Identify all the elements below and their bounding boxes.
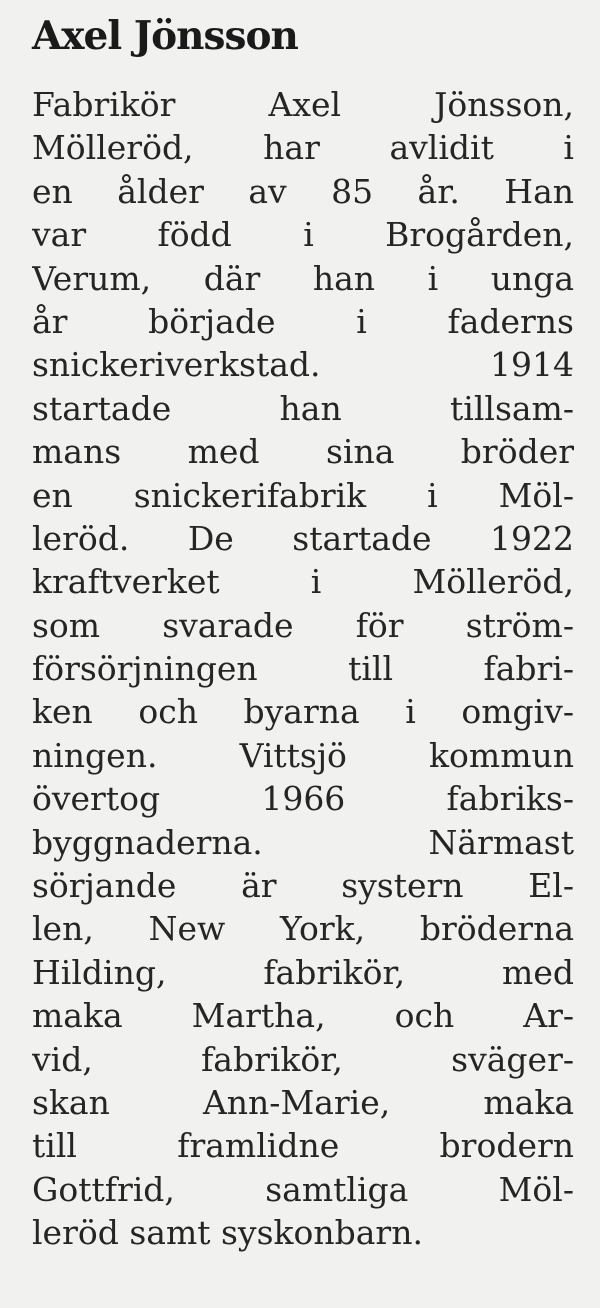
obituary-headline: Axel Jönsson (32, 13, 298, 59)
body-line: leröd. De startade 1922 (32, 518, 574, 558)
body-line: ken och byarna i omgiv- (32, 692, 574, 732)
body-line: len, New York, bröderna (32, 909, 574, 949)
body-line: leröd samt syskonbarn. (32, 1213, 423, 1253)
body-line: en ålder av 85 år. Han (32, 171, 574, 211)
body-line: mans med sina bröder (32, 432, 574, 472)
body-line: vid, fabrikör, sväger- (32, 1039, 574, 1079)
body-line: Gottfrid, samtliga Möl- (32, 1169, 574, 1209)
body-line: till framlidne brodern (32, 1126, 574, 1166)
body-line: Hilding, fabrikör, med (32, 952, 574, 992)
body-line: byggnaderna. Närmast (32, 822, 574, 862)
body-line: ningen. Vittsjö kommun (32, 735, 574, 775)
body-line: Verum, där han i unga (32, 258, 574, 298)
body-line: snickeriverkstad. 1914 (32, 345, 574, 385)
body-line: en snickerifabrik i Möl- (32, 475, 574, 515)
obituary-body (32, 83, 574, 1255)
body-line: år började i faderns (32, 301, 574, 341)
body-line: Mölleröd, har avlidit i (32, 128, 574, 168)
body-line: övertog 1966 fabriks- (32, 779, 574, 819)
body-line: maka Martha, och Ar- (32, 996, 574, 1036)
body-line: skan Ann-Marie, maka (32, 1082, 574, 1122)
body-line: sörjande är systern El- (32, 866, 574, 906)
body-line: Fabrikör Axel Jönsson, (32, 85, 574, 124)
body-line: försörjningen till fabri- (32, 649, 574, 689)
body-line: kraftverket i Mölleröd, (32, 562, 574, 602)
body-line: var född i Brogården, (32, 215, 574, 255)
body-line: startade han tillsam- (32, 388, 574, 428)
body-line: som svarade för ström- (32, 605, 574, 645)
